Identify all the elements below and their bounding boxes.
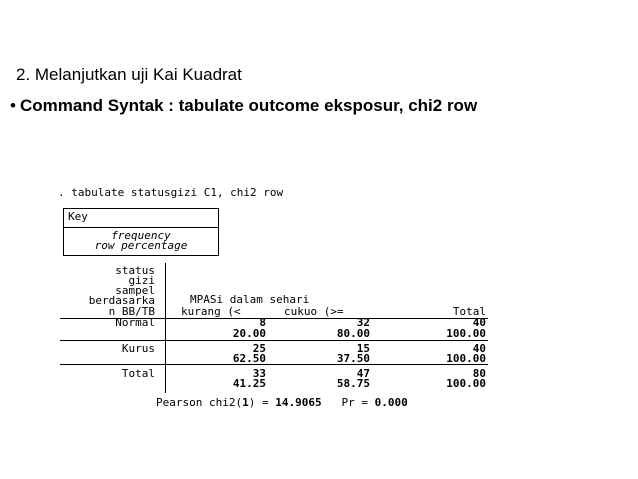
- row-label-total: Total: [121, 367, 155, 380]
- pearson-df: 1: [242, 396, 249, 409]
- cell-kurus-total-freq: 40: [472, 342, 486, 355]
- row-rule-1: [60, 340, 488, 341]
- cell-normal-cukup-freq: 32: [356, 316, 370, 329]
- stata-command: . tabulate statusgizi C1, chi2 row: [58, 186, 284, 199]
- bullet-text: Command Syntak : tabulate outcome eksposur, chi2 row: [19, 96, 478, 115]
- cell-normal-kurang-freq: 8: [259, 316, 266, 329]
- row-header-line-5: n BB/TB: [108, 305, 155, 318]
- row-header-line-1: status: [115, 264, 155, 277]
- row-label-kurus: Kurus: [121, 342, 155, 355]
- cell-kurus-cukup-pct: 37.50: [336, 352, 370, 365]
- key-title: Key: [68, 210, 88, 223]
- p-value: 0.000: [374, 396, 408, 409]
- cell-normal-total-freq: 40: [472, 316, 486, 329]
- row-label-normal: Normal: [115, 316, 155, 329]
- pearson-value: 14.9065: [275, 396, 322, 409]
- table-vertical-rule: [165, 263, 166, 393]
- key-line-row-percentage: row percentage: [94, 239, 188, 252]
- row-header-line-4: berdasarka: [88, 294, 155, 307]
- pearson-mid: ) =: [248, 396, 269, 409]
- row-header-line-2: gizi: [128, 274, 155, 287]
- key-line-frequency: frequency: [111, 229, 171, 242]
- cell-total-cukup-pct: 58.75: [336, 377, 370, 390]
- cell-normal-kurang-pct: 20.00: [232, 327, 266, 340]
- cell-normal-total-pct: 100.00: [446, 327, 486, 340]
- cell-kurus-kurang-pct: 62.50: [232, 352, 266, 365]
- col-header-kurang: kurang (<: [181, 305, 241, 318]
- col-header-group: MPASi dalam sehari: [190, 293, 310, 306]
- cell-normal-cukup-pct: 80.00: [336, 327, 370, 340]
- cell-total-total-freq: 80: [472, 367, 486, 380]
- cell-total-kurang-pct: 41.25: [232, 377, 266, 390]
- cell-kurus-cukup-freq: 15: [356, 342, 370, 355]
- cell-kurus-total-pct: 100.00: [446, 352, 486, 365]
- row-header-line-3: sampel: [115, 284, 155, 297]
- cell-total-kurang-freq: 33: [252, 367, 266, 380]
- pearson-chi2-line: [156, 397, 408, 409]
- cell-total-cukup-freq: 47: [356, 367, 370, 380]
- col-header-total: Total: [452, 305, 486, 318]
- bullet-symbol: •: [10, 96, 16, 115]
- slide-heading: 2. Melanjutkan uji Kai Kuadrat: [16, 65, 242, 84]
- cell-total-total-pct: 100.00: [446, 377, 486, 390]
- col-header-cukup: cukuo (>=: [284, 305, 344, 318]
- pearson-label: Pearson chi2(: [156, 396, 243, 409]
- p-label: Pr =: [341, 396, 368, 409]
- slide-bullet: [10, 96, 477, 116]
- cell-kurus-kurang-freq: 25: [252, 342, 266, 355]
- key-divider: [63, 227, 219, 228]
